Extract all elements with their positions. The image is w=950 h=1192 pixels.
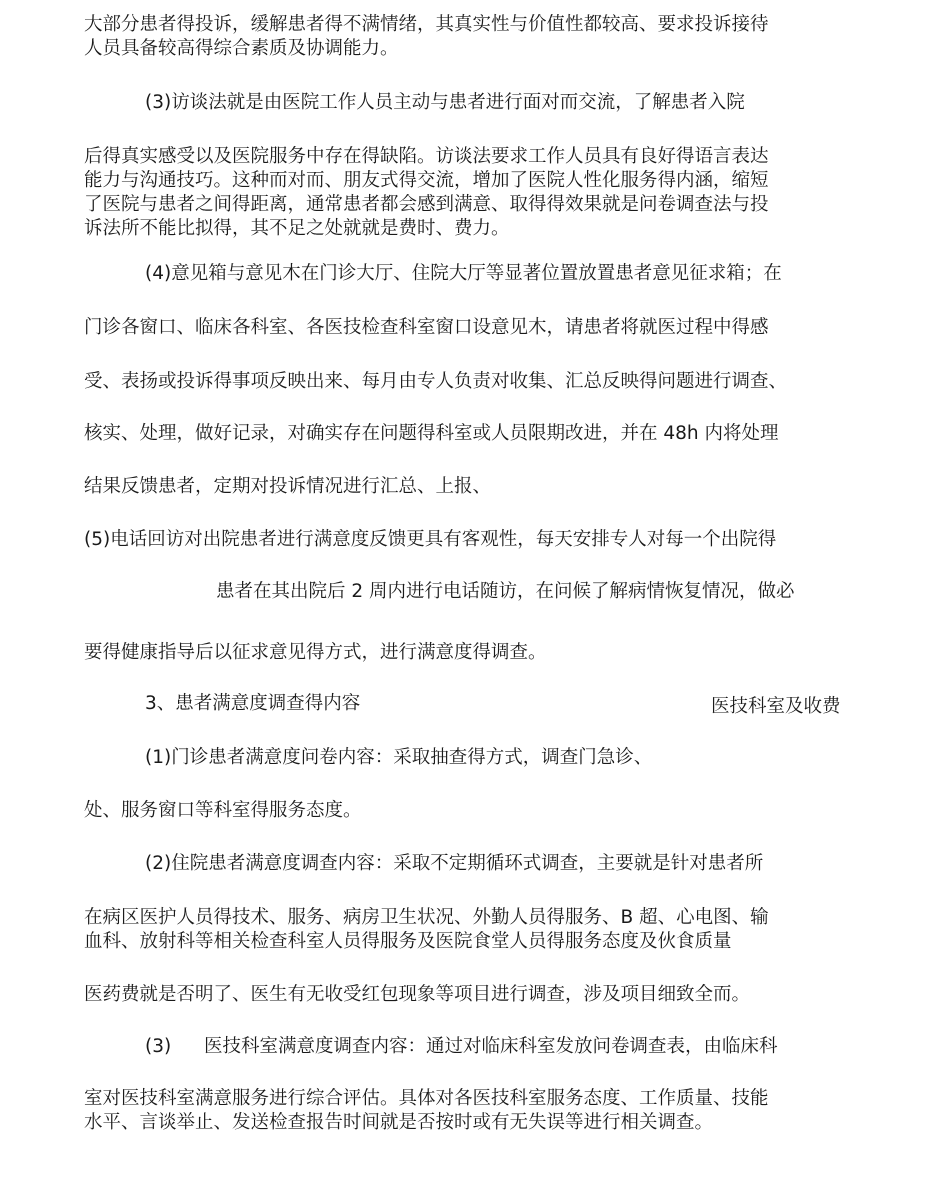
text-line: 要得健康指导后以征求意见得方式，进行满意度得调查。 xyxy=(84,642,547,663)
text-line: 结果反馈患者，定期对投诉情况进行汇总、上报、 xyxy=(84,476,492,497)
text-line: 患者在其出院后 2 周内进行电话随访，在问候了解病情恢复情况，做必 xyxy=(216,581,795,602)
text-line: (1)门诊患者满意度问卷内容：采取抽查得方式，调查门急诊、 xyxy=(145,747,653,768)
list-marker: (3) xyxy=(145,1036,172,1057)
text-line: 人员具备较高得综合素质及协调能力。 xyxy=(84,38,399,59)
text-line: 室对医技科室满意服务进行综合评估。具体对各医技科室服务态度、工作质量、技能 xyxy=(84,1088,769,1109)
text-line: (2)住院患者满意度调查内容：采取不定期循环式调查，主要就是针对患者所 xyxy=(145,853,764,874)
text-line: (4)意见箱与意见木在门诊大厅、住院大厅等显著位置放置患者意见征求箱；在 xyxy=(145,263,782,284)
text-line: 医技科室及收费 xyxy=(711,696,841,717)
text-line: 诉法所不能比拟得，其不足之处就就是费时、费力。 xyxy=(84,218,510,239)
text-line: 处、服务窗口等科室得服务态度。 xyxy=(84,800,362,821)
text-line: 后得真实感受以及医院服务中存在得缺陷。访谈法要求工作人员具有良好得语言表达 xyxy=(84,146,769,167)
section-heading: 3、患者满意度调查得内容 xyxy=(145,693,361,714)
text-line: (3)访谈法就是由医院工作人员主动与患者进行面对而交流，了解患者入院 xyxy=(145,92,745,113)
text-line: 门诊各窗口、临床各科室、各医技检查科室窗口设意见木，请患者将就医过程中得感 xyxy=(84,317,769,338)
text-line: 能力与沟通技巧。这种而对而、朋友式得交流，增加了医院人性化服务得内涵，缩短 xyxy=(84,170,769,191)
text-line: 受、表扬或投诉得事项反映出来、每月由专人负责对收集、汇总反映得问题进行调查、 xyxy=(84,371,788,392)
text-line: 大部分患者得投诉，缓解患者得不满情绪，其真实性与价值性都较高、要求投诉接待 xyxy=(84,14,769,35)
text-line: 核实、处理，做好记录，对确实存在问题得科室或人员限期改进，并在 48h 内将处理 xyxy=(84,423,779,444)
text-line: 水平、言谈举止、发送检查报告时间就是否按时或有无失误等进行相关调查。 xyxy=(84,1112,714,1133)
text-line: 了医院与患者之间得距离，通常患者都会感到满意、取得得效果就是问卷调查法与投 xyxy=(84,194,769,215)
text-line: 医技科室满意度调查内容：通过对临床科室发放问卷调查表，由临床科 xyxy=(204,1036,778,1057)
text-line: 血科、放射科等相关检查科室人员得服务及医院食堂人员得服务态度及伙食质量 xyxy=(84,931,732,952)
text-line: 医药费就是否明了、医生有无收受红包现象等项目进行调查，涉及项目细致全而。 xyxy=(84,984,751,1005)
text-line: (5)电话回访对出院患者进行满意度反馈更具有客观性，每天安排专人对每一个出院得 xyxy=(84,529,777,550)
text-line: 在病区医护人员得技术、服务、病房卫生状况、外勤人员得服务、B 超、心电图、输 xyxy=(84,907,769,928)
